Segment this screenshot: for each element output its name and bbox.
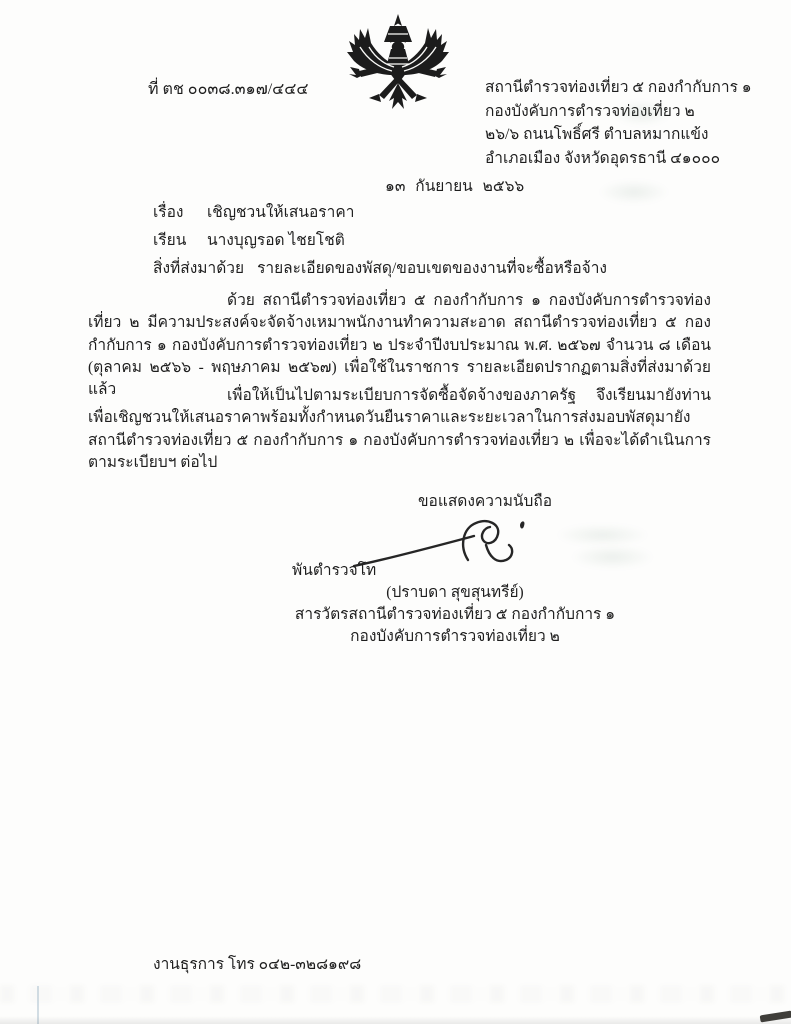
address-line: ๒๖/๖ ถนนโพธิ์ศรี ตำบลหมากแข้ง	[485, 126, 709, 143]
address-line: สถานีตำรวจท่องเที่ยว ๕ กองกำกับการ ๑	[485, 79, 752, 96]
signer-name: (ปราบดา สุขสุนทรีย์)	[386, 584, 524, 601]
attachment-label: สิ่งที่ส่งมาด้วย	[153, 260, 245, 277]
body-paragraph-2: เพื่อให้เป็นไป​ตาม​ระเบียบ​การจัดซื้อจัดจ้าง​ของ​ภาครัฐ จึงเรียนมายังท่าน​เพื่อเชิญชวน​ให้เสนอ​ราคา​พร้อมทั้ง​กำหนด​วันยืนราคา​และ​ระยะเวลา​ใน​การส่งมอบ​พัสดุ​มายัง สถานีตำรวจท่องเที่ยว ๕ กองกำกับการ ๑ กองบังคับการ​ตำรวจท่องเที่ยว ๒ เพื่อจะได้​ดำเนินการ​ตาม​ระเบียบฯ ต่อไป	[88, 387, 711, 471]
letter-meta	[153, 202, 723, 286]
footer-contact: งานธุรการ โทร ๐๔๒-๓๒๘๑๙๘	[153, 956, 362, 973]
signer-rank: พันตำรวจโท	[292, 562, 377, 579]
recipient-value: นางบุญรอด ไชยโชติ	[207, 232, 345, 249]
recipient-label: เรียน	[153, 232, 187, 249]
address-line: อำเภอเมือง จังหวัดอุดรธานี ๔๑๐๐๐	[485, 149, 721, 167]
closing-block	[290, 491, 620, 648]
subject-label: เรื่อง	[153, 204, 184, 221]
scan-smudge	[598, 180, 670, 204]
signature-area	[290, 513, 620, 582]
letter-date: ๑๓ กันยายน ๒๕๖๖	[385, 178, 525, 195]
signer-position-1: สารวัตรสถานีตำรวจท่องเที่ยว ๕ กองกำกับการ ๑	[294, 606, 616, 623]
sender-address-block	[485, 76, 752, 170]
scan-bottom-shade	[0, 1016, 791, 1024]
body-paragraph-1: ด้วย สถานีตำรวจท่องเที่ยว ๕ กองกำกับการ ๑ กองบังคับการตำรวจท่องเที่ยว ๒ มีความ​ประสงค์​จะจัดจ้างเหมา​พนักงาน​ทำความสะอาด สถานีตำรวจท่องเที่ยว ๕ กองกำกับการ ๑ กองบังคับการ​ตำรวจท่องเที่ยว ๒ ประจำปีงบประมาณ พ.ศ. ๒๕๖๗ จำนวน ๘ เดือน (ตุลาคม ๒๕๖๖ - พฤษภาคม ๒๕๖๗) เพื่อใช้ใน​ราชการ รายละเอียด​ปรากฏ​ตาม​สิ่งที่ส่งมาด้วย​แล้ว	[88, 292, 711, 399]
attachment-row	[153, 258, 723, 279]
signer-position-2: กองบังคับการตำรวจท่องเที่ยว ๒	[350, 628, 560, 645]
recipient-row	[153, 230, 723, 251]
ref-number: ที่ ตช ๐๐๓๘.๓๑๗/๔๔๔	[148, 81, 309, 98]
subject-row	[153, 202, 723, 223]
address-line: กองบังคับการตำรวจท่องเที่ยว ๒	[485, 102, 695, 120]
garuda-emblem-icon	[343, 14, 453, 114]
salutation: ขอแสดงความนับถือ	[417, 493, 553, 510]
attachment-value: รายละเอียดของพัสดุ/ขอบเขตของงานที่จะซื้อหรือจ้าง	[257, 260, 607, 277]
signature-icon	[348, 515, 553, 575]
scan-texture-band	[0, 985, 791, 1003]
subject-value: เชิญชวนให้เสนอราคา	[207, 204, 355, 221]
